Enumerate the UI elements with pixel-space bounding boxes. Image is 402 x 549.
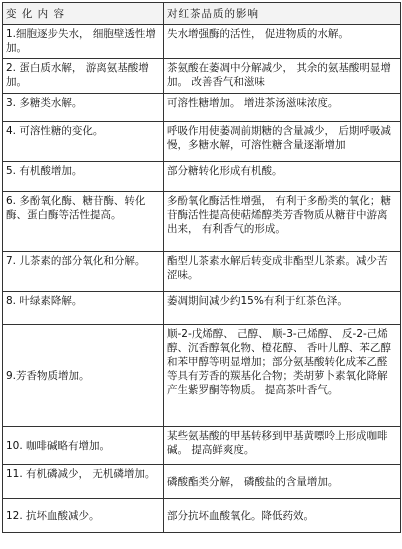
row-effect: 部分抗坏血酸氧化。降低药效。 [164, 499, 401, 533]
table-row [3, 192, 401, 252]
header-change: 变 化 内 容 [3, 3, 164, 25]
tea-withering-table [2, 2, 401, 533]
table-row [3, 252, 401, 292]
row-change: 12. 抗坏血酸减少。 [3, 499, 164, 533]
row-effect: 呼吸作用使萎凋前期糖的含量减少， 后期呼吸减慢，多糖水解，可溶性糖含量逐渐增加 [164, 122, 401, 162]
row-effect: 多酚氧化酶活性增强， 有利于多酚类的氧化；糖苷酶活性提高使萜烯醇类芳香物质从糖苷中游离出来， 有利香气的形成。 [164, 192, 401, 252]
row-change: 11. 有机磷减少， 无机磷增加。 [3, 465, 164, 499]
row-effect: 萎凋期间减少约15%有利于红茶色泽。 [164, 292, 401, 325]
row-effect: 磷酸酯类分解， 磷酸盐的含量增加。 [164, 465, 401, 499]
row-effect: 顺-2-戊烯醇、 己醇、 顺-3-己烯醇、 反-2-己烯醇、沉香醇氧化物、橙花醇、 香叶儿醇、苯乙醇和苯甲醇等明显增加；部分氨基酸转化成苯乙醛等具有芳香的羰基化合物；类胡萝卜素氧化降解产生紫罗酮等物质。 提高茶叶香气。 [164, 325, 401, 427]
row-effect: 茶氨酸在萎凋中分解减少， 其余的氨基酸明显增加。 改善香气和滋味 [164, 59, 401, 94]
row-change: 8. 叶绿素降解。 [3, 292, 164, 325]
row-change: 5. 有机酸增加。 [3, 162, 164, 192]
row-effect: 失水增强酶的活性， 促进物质的水解。 [164, 25, 401, 59]
header-effect: 对红茶品质的影响 [164, 3, 401, 25]
row-effect: 部分糖转化形成有机酸。 [164, 162, 401, 192]
table-header-row [3, 3, 401, 25]
row-effect: 某些氨基酸的甲基转移到甲基黄嘌呤上形成咖啡碱。 提高鲜爽度。 [164, 427, 401, 465]
table-row [3, 162, 401, 192]
row-change: 2. 蛋白质水解， 游离氨基酸增加。 [3, 59, 164, 94]
row-change: 6. 多酚氧化酶、糖苷酶、转化酶、蛋白酶等活性提高。 [3, 192, 164, 252]
row-effect: 酯型儿茶素水解后转变成非酯型儿茶素。减少苦涩味。 [164, 252, 401, 292]
table-row [3, 59, 401, 94]
table-row [3, 465, 401, 499]
table-row [3, 292, 401, 325]
table-row [3, 427, 401, 465]
row-change: 3. 多糖类水解。 [3, 94, 164, 122]
table-row [3, 325, 401, 427]
row-effect: 可溶性糖增加。 增进茶汤滋味浓度。 [164, 94, 401, 122]
row-change: 7. 儿茶素的部分氧化和分解。 [3, 252, 164, 292]
row-change: 10. 咖啡碱略有增加。 [3, 427, 164, 465]
row-change: 1.细胞逐步失水， 细胞壁透性增加。 [3, 25, 164, 59]
table-row [3, 25, 401, 59]
table-row [3, 94, 401, 122]
table-row [3, 122, 401, 162]
table-row [3, 499, 401, 533]
row-change: 4. 可溶性糖的变化。 [3, 122, 164, 162]
row-change: 9.芳香物质增加。 [3, 325, 164, 427]
